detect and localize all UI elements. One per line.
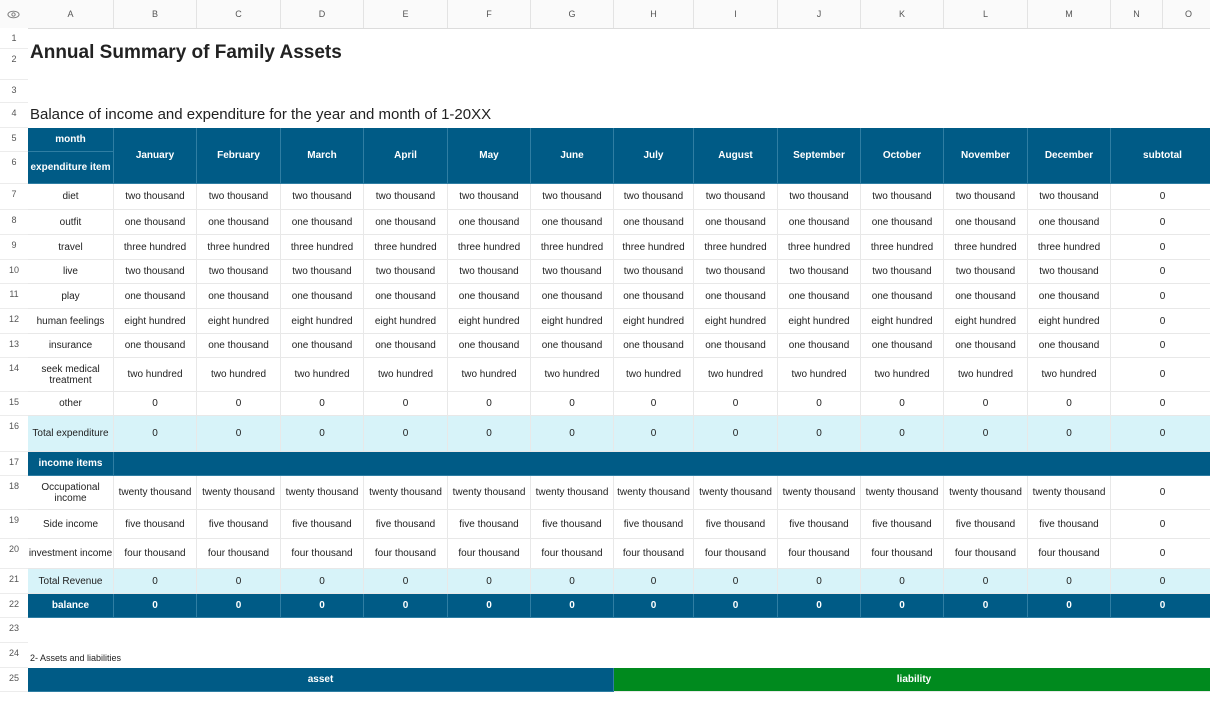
expenditure-row-cell[interactable]: 0 — [364, 392, 448, 416]
balance-row-cell[interactable]: 0 — [364, 594, 448, 618]
row-header-9[interactable]: 9 — [0, 235, 28, 260]
expenditure-row-cell[interactable]: two hundred — [531, 358, 614, 392]
income-row-cell[interactable]: twenty thousand — [114, 476, 197, 510]
expenditure-row-cell[interactable]: two thousand — [364, 260, 448, 284]
expenditure-row-cell[interactable]: two hundred — [281, 358, 364, 392]
column-header-bar — [0, 0, 1210, 29]
income-row-cell[interactable]: twenty thousand — [281, 476, 364, 510]
income-row-cell[interactable]: twenty thousand — [778, 476, 861, 510]
expenditure-row-label[interactable]: live — [28, 260, 114, 284]
balance-row-cell[interactable]: 0 — [944, 594, 1028, 618]
expenditure-row-cell[interactable]: eight hundred — [114, 309, 197, 334]
expenditure-row-label[interactable]: outfit — [28, 210, 114, 235]
balance-row-cell[interactable]: 0 — [531, 594, 614, 618]
expenditure-row-cell[interactable]: 0 — [614, 392, 694, 416]
balance-row-cell[interactable]: 0 — [197, 594, 281, 618]
expenditure-row-cell[interactable]: one thousand — [944, 210, 1028, 235]
expenditure-row-cell[interactable]: two hundred — [114, 358, 197, 392]
expenditure-row-cell[interactable]: one thousand — [778, 284, 861, 309]
income-row-cell[interactable]: twenty thousand — [694, 476, 778, 510]
expenditure-row-cell[interactable]: three hundred — [778, 235, 861, 260]
income-row-cell[interactable]: four thousand — [861, 539, 944, 569]
income-row-cell[interactable]: four thousand — [281, 539, 364, 569]
expenditure-row-cell[interactable]: one thousand — [531, 284, 614, 309]
expenditure-row-subtotal[interactable]: 0 — [1111, 334, 1210, 358]
expenditure-row-cell[interactable]: 0 — [531, 392, 614, 416]
expenditure-row-cell[interactable]: one thousand — [197, 284, 281, 309]
expenditure-row-cell[interactable]: 0 — [197, 392, 281, 416]
balance-row-cell[interactable]: 0 — [614, 594, 694, 618]
expenditure-row-cell[interactable]: three hundred — [531, 235, 614, 260]
total-revenue-cell[interactable]: 0 — [281, 569, 364, 594]
expenditure-row-label[interactable]: travel — [28, 235, 114, 260]
expenditure-row-cell[interactable]: one thousand — [694, 334, 778, 358]
total-revenue-cell[interactable]: 0 — [448, 569, 531, 594]
column-header-n[interactable]: N — [1111, 0, 1163, 28]
total-expenditure-cell[interactable]: 0 — [364, 416, 448, 452]
expenditure-row-cell[interactable]: 0 — [778, 392, 861, 416]
expenditure-row-cell[interactable]: three hundred — [944, 235, 1028, 260]
income-row-cell[interactable]: four thousand — [114, 539, 197, 569]
balance-row-cell[interactable]: 0 — [778, 594, 861, 618]
total-expenditure-cell[interactable]: 0 — [448, 416, 531, 452]
income-row-cell[interactable]: five thousand — [944, 510, 1028, 539]
row-header-7[interactable]: 7 — [0, 184, 28, 210]
income-row-cell[interactable]: twenty thousand — [1028, 476, 1111, 510]
total-expenditure-cell[interactable]: 0 — [778, 416, 861, 452]
header-month-may[interactable]: May — [448, 128, 531, 184]
expenditure-row-cell[interactable]: one thousand — [531, 210, 614, 235]
total-revenue-cell[interactable]: 0 — [778, 569, 861, 594]
column-header-b[interactable]: B — [114, 0, 197, 28]
expenditure-row-subtotal[interactable]: 0 — [1111, 184, 1210, 210]
expenditure-row-label[interactable]: seek medical treatment — [28, 358, 114, 392]
expenditure-row-cell[interactable]: one thousand — [1028, 284, 1111, 309]
income-row-cell[interactable]: twenty thousand — [448, 476, 531, 510]
expenditure-row-cell[interactable]: eight hundred — [364, 309, 448, 334]
expenditure-row-cell[interactable]: two thousand — [944, 184, 1028, 210]
total-revenue-cell[interactable]: 0 — [861, 569, 944, 594]
income-row-cell[interactable]: twenty thousand — [531, 476, 614, 510]
row-header-23[interactable]: 23 — [0, 618, 28, 643]
header-month-september[interactable]: September — [778, 128, 861, 184]
row-header-12[interactable]: 12 — [0, 309, 28, 334]
income-header-band — [114, 452, 1210, 476]
income-row-cell[interactable]: four thousand — [944, 539, 1028, 569]
balance-row-cell[interactable]: 0 — [694, 594, 778, 618]
total-revenue-cell[interactable]: 0 — [364, 569, 448, 594]
expenditure-row-cell[interactable]: one thousand — [861, 334, 944, 358]
total-revenue-cell[interactable]: 0 — [944, 569, 1028, 594]
column-header-o[interactable]: O — [1163, 0, 1210, 28]
expenditure-row-cell[interactable]: 0 — [281, 392, 364, 416]
column-header-a[interactable]: A — [28, 0, 114, 28]
expenditure-row-cell[interactable]: eight hundred — [614, 309, 694, 334]
total-expenditure-label[interactable]: Total expenditure — [28, 416, 114, 452]
expenditure-row-cell[interactable]: one thousand — [364, 334, 448, 358]
income-row-subtotal[interactable]: 0 — [1111, 539, 1210, 569]
income-row-cell[interactable]: five thousand — [861, 510, 944, 539]
total-expenditure-cell[interactable]: 0 — [1028, 416, 1111, 452]
total-revenue-cell[interactable]: 0 — [114, 569, 197, 594]
expenditure-row-cell[interactable]: one thousand — [531, 334, 614, 358]
income-row-label[interactable]: investment income — [28, 539, 114, 569]
expenditure-row-label[interactable]: other — [28, 392, 114, 416]
expenditure-row-cell[interactable]: two thousand — [1028, 184, 1111, 210]
expenditure-row-cell[interactable]: two thousand — [614, 184, 694, 210]
income-row-subtotal[interactable]: 0 — [1111, 476, 1210, 510]
expenditure-row-cell[interactable]: two thousand — [448, 260, 531, 284]
expenditure-row-cell[interactable]: two thousand — [1028, 260, 1111, 284]
total-revenue-cell[interactable]: 0 — [197, 569, 281, 594]
income-row-cell[interactable]: four thousand — [778, 539, 861, 569]
expenditure-row-cell[interactable]: three hundred — [281, 235, 364, 260]
expenditure-row-cell[interactable]: one thousand — [861, 210, 944, 235]
expenditure-row-cell[interactable]: eight hundred — [531, 309, 614, 334]
expenditure-row-cell[interactable]: 0 — [861, 392, 944, 416]
expenditure-row-cell[interactable]: three hundred — [614, 235, 694, 260]
income-row-cell[interactable]: five thousand — [614, 510, 694, 539]
expenditure-row-cell[interactable]: two hundred — [448, 358, 531, 392]
row-header-21[interactable]: 21 — [0, 569, 28, 594]
row-header-2[interactable]: 2 — [0, 49, 28, 80]
expenditure-row-cell[interactable]: two hundred — [778, 358, 861, 392]
expenditure-row-cell[interactable]: two hundred — [1028, 358, 1111, 392]
expenditure-row-cell[interactable]: one thousand — [861, 284, 944, 309]
row-header-20[interactable]: 20 — [0, 539, 28, 569]
header-month-february[interactable]: February — [197, 128, 281, 184]
expenditure-row-cell[interactable]: three hundred — [861, 235, 944, 260]
column-header-m[interactable]: M — [1028, 0, 1111, 28]
income-row-cell[interactable]: four thousand — [531, 539, 614, 569]
income-row-label[interactable]: Side income — [28, 510, 114, 539]
header-month[interactable]: month — [28, 128, 114, 152]
expenditure-row-subtotal[interactable]: 0 — [1111, 260, 1210, 284]
expenditure-row-cell[interactable]: 0 — [694, 392, 778, 416]
eye-icon[interactable] — [7, 8, 20, 21]
expenditure-row-cell[interactable]: two hundred — [364, 358, 448, 392]
expenditure-row-cell[interactable]: eight hundred — [197, 309, 281, 334]
expenditure-row-cell[interactable]: one thousand — [281, 334, 364, 358]
expenditure-row-cell[interactable]: two thousand — [448, 184, 531, 210]
total-revenue-cell[interactable]: 0 — [531, 569, 614, 594]
expenditure-row-cell[interactable]: 0 — [114, 392, 197, 416]
column-header-f[interactable]: F — [448, 0, 531, 28]
row-header-17[interactable]: 17 — [0, 452, 28, 476]
expenditure-row-cell[interactable]: two thousand — [614, 260, 694, 284]
total-expenditure-cell[interactable]: 0 — [114, 416, 197, 452]
expenditure-row-cell[interactable]: one thousand — [448, 284, 531, 309]
balance-row-cell[interactable]: 0 — [281, 594, 364, 618]
expenditure-row-cell[interactable]: one thousand — [364, 284, 448, 309]
column-header-d[interactable]: D — [281, 0, 364, 28]
expenditure-row-cell[interactable]: eight hundred — [778, 309, 861, 334]
income-row-cell[interactable]: twenty thousand — [861, 476, 944, 510]
header-subtotal[interactable]: subtotal — [1111, 128, 1210, 184]
sheet-subtitle: Balance of income and expenditure for the year and month of 1-20XX — [30, 106, 492, 123]
column-header-h[interactable]: H — [614, 0, 694, 28]
row-header-16[interactable]: 16 — [0, 416, 28, 452]
row-header-3[interactable]: 3 — [0, 80, 28, 103]
expenditure-row-cell[interactable]: two hundred — [694, 358, 778, 392]
expenditure-row-label[interactable]: play — [28, 284, 114, 309]
expenditure-row-cell[interactable]: three hundred — [694, 235, 778, 260]
row-header-18[interactable]: 18 — [0, 476, 28, 510]
expenditure-row-cell[interactable]: two thousand — [364, 184, 448, 210]
expenditure-row-cell[interactable]: one thousand — [944, 334, 1028, 358]
income-row-subtotal[interactable]: 0 — [1111, 510, 1210, 539]
total-revenue-subtotal[interactable]: 0 — [1111, 569, 1210, 594]
asset-header[interactable]: asset — [28, 668, 614, 692]
row-header-13[interactable]: 13 — [0, 334, 28, 358]
balance-row-cell[interactable]: 0 — [1028, 594, 1111, 618]
income-row-cell[interactable]: five thousand — [778, 510, 861, 539]
expenditure-row-cell[interactable]: eight hundred — [944, 309, 1028, 334]
header-month-june[interactable]: June — [531, 128, 614, 184]
expenditure-row-cell[interactable]: two thousand — [861, 260, 944, 284]
expenditure-row-cell[interactable]: two hundred — [197, 358, 281, 392]
row-header-25[interactable]: 25 — [0, 668, 28, 692]
sheet-title: Annual Summary of Family Assets — [30, 42, 342, 63]
expenditure-row-cell[interactable]: two hundred — [614, 358, 694, 392]
expenditure-row-cell[interactable]: one thousand — [614, 210, 694, 235]
row-header-10[interactable]: 10 — [0, 260, 28, 284]
expenditure-row-subtotal[interactable]: 0 — [1111, 235, 1210, 260]
total-expenditure-cell[interactable]: 0 — [614, 416, 694, 452]
expenditure-row-cell[interactable]: two thousand — [694, 260, 778, 284]
expenditure-row-cell[interactable]: two thousand — [281, 260, 364, 284]
expenditure-row-cell[interactable]: one thousand — [778, 210, 861, 235]
header-month-august[interactable]: August — [694, 128, 778, 184]
income-row-cell[interactable]: four thousand — [694, 539, 778, 569]
header-month-march[interactable]: March — [281, 128, 364, 184]
expenditure-row-subtotal[interactable]: 0 — [1111, 309, 1210, 334]
expenditure-row-cell[interactable]: one thousand — [694, 284, 778, 309]
income-row-cell[interactable]: five thousand — [197, 510, 281, 539]
balance-row-label[interactable]: balance — [28, 594, 114, 618]
income-row-cell[interactable]: five thousand — [1028, 510, 1111, 539]
expenditure-row-cell[interactable]: two thousand — [778, 260, 861, 284]
row-header-11[interactable]: 11 — [0, 284, 28, 309]
expenditure-row-cell[interactable]: one thousand — [614, 284, 694, 309]
column-header-j[interactable]: J — [778, 0, 861, 28]
row-header-14[interactable]: 14 — [0, 358, 28, 392]
expenditure-row-cell[interactable]: three hundred — [448, 235, 531, 260]
expenditure-row-cell[interactable]: one thousand — [197, 334, 281, 358]
expenditure-row-cell[interactable]: 0 — [1028, 392, 1111, 416]
income-row-cell[interactable]: twenty thousand — [364, 476, 448, 510]
expenditure-row-cell[interactable]: one thousand — [114, 284, 197, 309]
expenditure-row-cell[interactable]: 0 — [448, 392, 531, 416]
expenditure-row-cell[interactable]: one thousand — [114, 334, 197, 358]
expenditure-row-cell[interactable]: one thousand — [778, 334, 861, 358]
balance-row-cell[interactable]: 0 — [114, 594, 197, 618]
expenditure-row-cell[interactable]: eight hundred — [694, 309, 778, 334]
header-month-november[interactable]: November — [944, 128, 1028, 184]
total-expenditure-cell[interactable]: 0 — [531, 416, 614, 452]
expenditure-row-cell[interactable]: one thousand — [197, 210, 281, 235]
income-row-cell[interactable]: twenty thousand — [944, 476, 1028, 510]
header-month-july[interactable]: July — [614, 128, 694, 184]
total-expenditure-subtotal[interactable]: 0 — [1111, 416, 1210, 452]
total-expenditure-cell[interactable]: 0 — [694, 416, 778, 452]
balance-row-cell[interactable]: 0 — [448, 594, 531, 618]
balance-row-subtotal[interactable]: 0 — [1111, 594, 1210, 618]
row-header-22[interactable]: 22 — [0, 594, 28, 618]
expenditure-row-cell[interactable]: two thousand — [114, 184, 197, 210]
expenditure-row-cell[interactable]: three hundred — [1028, 235, 1111, 260]
income-row-cell[interactable]: four thousand — [197, 539, 281, 569]
column-header-e[interactable]: E — [364, 0, 448, 28]
total-expenditure-cell[interactable]: 0 — [281, 416, 364, 452]
expenditure-row-subtotal[interactable]: 0 — [1111, 392, 1210, 416]
expenditure-row-cell[interactable]: one thousand — [448, 334, 531, 358]
income-row-cell[interactable]: five thousand — [694, 510, 778, 539]
expenditure-row-cell[interactable]: one thousand — [614, 334, 694, 358]
expenditure-row-cell[interactable]: two thousand — [694, 184, 778, 210]
expenditure-row-cell[interactable]: 0 — [944, 392, 1028, 416]
expenditure-row-cell[interactable]: one thousand — [281, 284, 364, 309]
income-row-cell[interactable]: twenty thousand — [197, 476, 281, 510]
income-row-cell[interactable]: four thousand — [614, 539, 694, 569]
header-expenditure-item[interactable]: expenditure item — [28, 152, 114, 184]
header-month-january[interactable]: January — [114, 128, 197, 184]
row-header-4[interactable]: 4 — [0, 103, 28, 128]
total-expenditure-cell[interactable]: 0 — [861, 416, 944, 452]
expenditure-row-cell[interactable]: two thousand — [114, 260, 197, 284]
income-row-cell[interactable]: four thousand — [364, 539, 448, 569]
expenditure-row-subtotal[interactable]: 0 — [1111, 210, 1210, 235]
expenditure-row-cell[interactable]: eight hundred — [281, 309, 364, 334]
income-row-label[interactable]: Occupational income — [28, 476, 114, 510]
balance-row-cell[interactable]: 0 — [861, 594, 944, 618]
header-month-december[interactable]: December — [1028, 128, 1111, 184]
expenditure-row-cell[interactable]: two hundred — [944, 358, 1028, 392]
column-header-k[interactable]: K — [861, 0, 944, 28]
expenditure-row-cell[interactable]: one thousand — [1028, 210, 1111, 235]
income-row-cell[interactable]: four thousand — [1028, 539, 1111, 569]
expenditure-row-cell[interactable]: two thousand — [861, 184, 944, 210]
expenditure-row-label[interactable]: human feelings — [28, 309, 114, 334]
expenditure-row-cell[interactable]: one thousand — [694, 210, 778, 235]
income-row-cell[interactable]: five thousand — [364, 510, 448, 539]
expenditure-row-cell[interactable]: one thousand — [944, 284, 1028, 309]
expenditure-row-cell[interactable]: three hundred — [114, 235, 197, 260]
expenditure-row-cell[interactable]: one thousand — [364, 210, 448, 235]
expenditure-row-cell[interactable]: two thousand — [197, 184, 281, 210]
row-header-5[interactable]: 5 — [0, 128, 28, 152]
expenditure-row-label[interactable]: diet — [28, 184, 114, 210]
expenditure-row-cell[interactable]: three hundred — [197, 235, 281, 260]
total-expenditure-cell[interactable]: 0 — [944, 416, 1028, 452]
header-month-october[interactable]: October — [861, 128, 944, 184]
row-header-24[interactable]: 24 — [0, 643, 28, 668]
column-header-g[interactable]: G — [531, 0, 614, 28]
total-expenditure-cell[interactable]: 0 — [197, 416, 281, 452]
expenditure-row-cell[interactable]: two thousand — [944, 260, 1028, 284]
income-row-cell[interactable]: five thousand — [531, 510, 614, 539]
total-revenue-cell[interactable]: 0 — [1028, 569, 1111, 594]
expenditure-row-cell[interactable]: one thousand — [1028, 334, 1111, 358]
expenditure-row-cell[interactable]: two thousand — [197, 260, 281, 284]
expenditure-row-subtotal[interactable]: 0 — [1111, 358, 1210, 392]
expenditure-row-cell[interactable]: eight hundred — [448, 309, 531, 334]
header-month-april[interactable]: April — [364, 128, 448, 184]
liability-header[interactable]: liability — [614, 668, 1210, 692]
expenditure-row-cell[interactable]: eight hundred — [861, 309, 944, 334]
expenditure-row-cell[interactable]: two thousand — [531, 184, 614, 210]
row-header-6[interactable]: 6 — [0, 152, 28, 184]
income-row-cell[interactable]: five thousand — [448, 510, 531, 539]
income-row-cell[interactable]: four thousand — [448, 539, 531, 569]
row-header-8[interactable]: 8 — [0, 210, 28, 235]
income-row-cell[interactable]: twenty thousand — [614, 476, 694, 510]
total-revenue-cell[interactable]: 0 — [614, 569, 694, 594]
column-header-i[interactable]: I — [694, 0, 778, 28]
section-title-assets: 2- Assets and liabilities — [30, 653, 122, 663]
expenditure-row-cell[interactable]: three hundred — [364, 235, 448, 260]
income-row-cell[interactable]: five thousand — [281, 510, 364, 539]
expenditure-row-cell[interactable]: one thousand — [281, 210, 364, 235]
expenditure-row-cell[interactable]: two thousand — [281, 184, 364, 210]
expenditure-row-cell[interactable]: one thousand — [114, 210, 197, 235]
row-header-15[interactable]: 15 — [0, 392, 28, 416]
income-row-cell[interactable]: five thousand — [114, 510, 197, 539]
total-revenue-cell[interactable]: 0 — [694, 569, 778, 594]
column-header-c[interactable]: C — [197, 0, 281, 28]
expenditure-row-cell[interactable]: two hundred — [861, 358, 944, 392]
expenditure-row-cell[interactable]: eight hundred — [1028, 309, 1111, 334]
expenditure-row-cell[interactable]: two thousand — [778, 184, 861, 210]
expenditure-row-cell[interactable]: two thousand — [531, 260, 614, 284]
total-revenue-label[interactable]: Total Revenue — [28, 569, 114, 594]
expenditure-row-label[interactable]: insurance — [28, 334, 114, 358]
expenditure-row-cell[interactable]: one thousand — [448, 210, 531, 235]
income-items-header[interactable]: income items — [28, 452, 114, 476]
row-header-1[interactable]: 1 — [0, 28, 28, 49]
row-header-19[interactable]: 19 — [0, 510, 28, 539]
column-header-l[interactable]: L — [944, 0, 1028, 28]
expenditure-row-subtotal[interactable]: 0 — [1111, 284, 1210, 309]
